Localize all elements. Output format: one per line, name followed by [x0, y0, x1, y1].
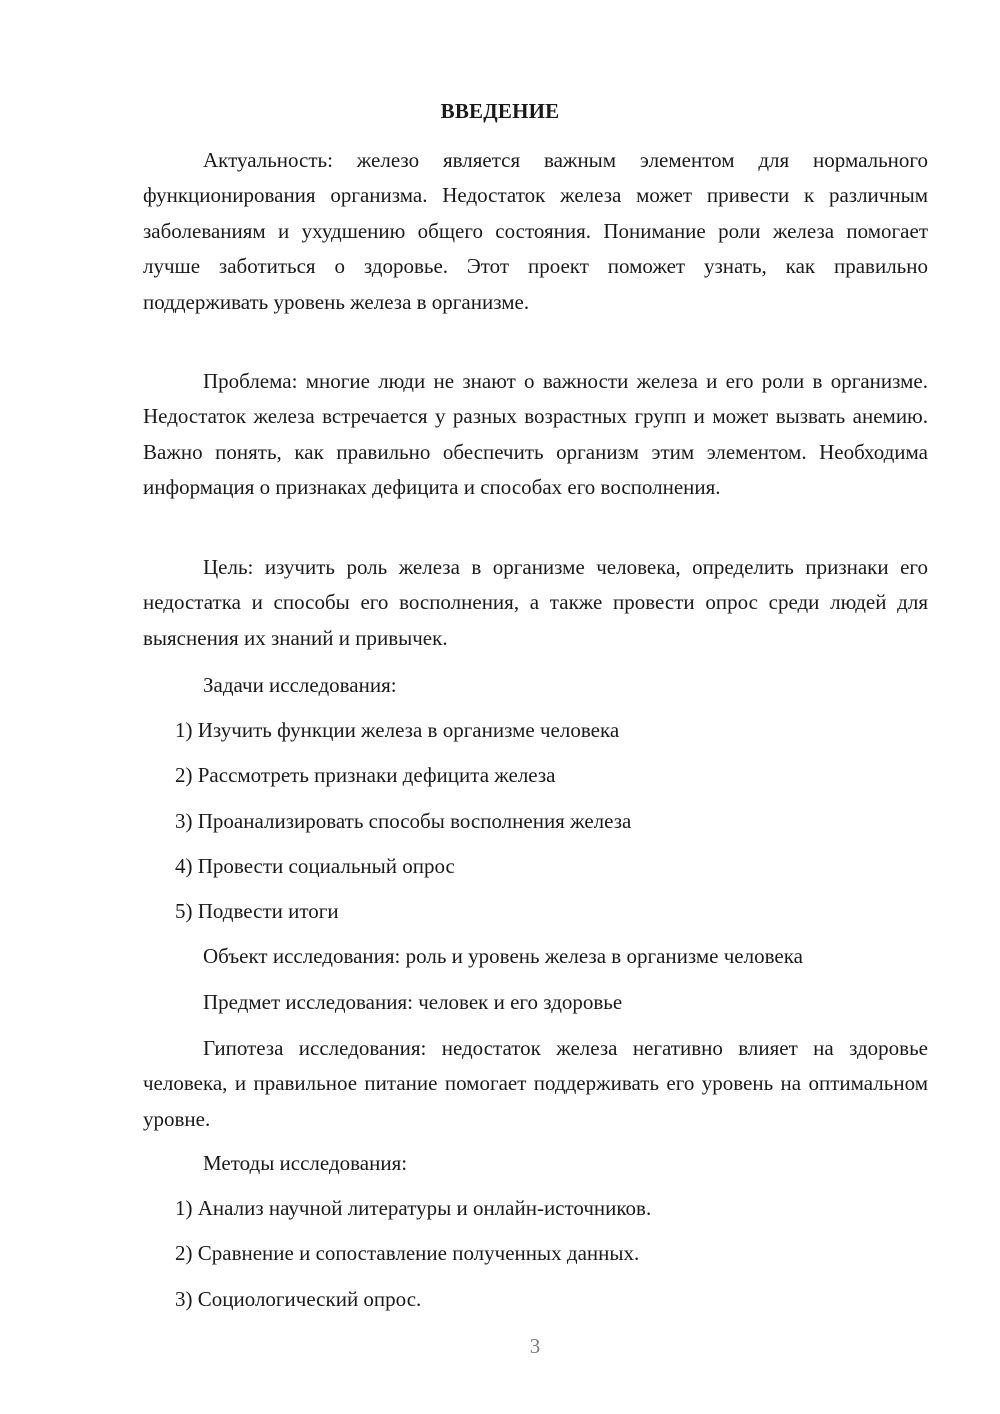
method-item: 1) Анализ научной литературы и онлайн-источников.: [175, 1196, 652, 1220]
task-item: 5) Подвести итоги: [175, 899, 339, 923]
hypothesis-paragraph: Гипотеза исследования: недостаток железа негативно влияет на здоровье человека, и правильное питание помогает поддерживать его уровень на оптимальном уровне.: [143, 1036, 928, 1131]
task-item: 3) Проанализировать способы восполнения железа: [175, 809, 632, 833]
task-item: 1) Изучить функции железа в организме человека: [175, 718, 620, 742]
section-title: ВВЕДЕНИЕ: [440, 99, 560, 123]
task-item: 4) Провести социальный опрос: [175, 854, 455, 878]
research-object: Объект исследования: роль и уровень железа в организме человека: [203, 944, 803, 968]
research-subject: Предмет исследования: человек и его здоровье: [203, 990, 623, 1014]
problem-paragraph: Проблема: многие люди не знают о важности железа и его роли в организме. Недостаток железа встречается у разных возрастных групп и может вызвать анемию. Важно понять, как правильно обеспечить организм этим элементом. Необходима информация о признаках дефицита и способах его восполнения.: [143, 369, 928, 500]
goal-paragraph: Цель: изучить роль железа в организме человека, определить признаки его недостатка и способы его восполнения, а также провести опрос среди людей для выяснения их знаний и привычек.: [143, 555, 928, 650]
method-item: 2) Сравнение и сопоставление полученных данных.: [175, 1241, 640, 1265]
task-item: 2) Рассмотреть признаки дефицита железа: [175, 763, 556, 787]
method-item: 3) Социологический опрос.: [175, 1287, 422, 1311]
relevance-paragraph: Актуальность: железо является важным элементом для нормального функционирования организма. Недостаток железа может привести к различным заболеваниям и ухудшению общего состояния. Понимание роли железа помогает лучше заботиться о здоровье. Этот проект поможет узнать, как правильно поддерживать уровень железа в организме.: [143, 148, 928, 314]
tasks-heading: Задачи исследования:: [203, 673, 397, 697]
page-number: 3: [529, 1334, 541, 1358]
methods-heading: Методы исследования:: [203, 1151, 408, 1175]
